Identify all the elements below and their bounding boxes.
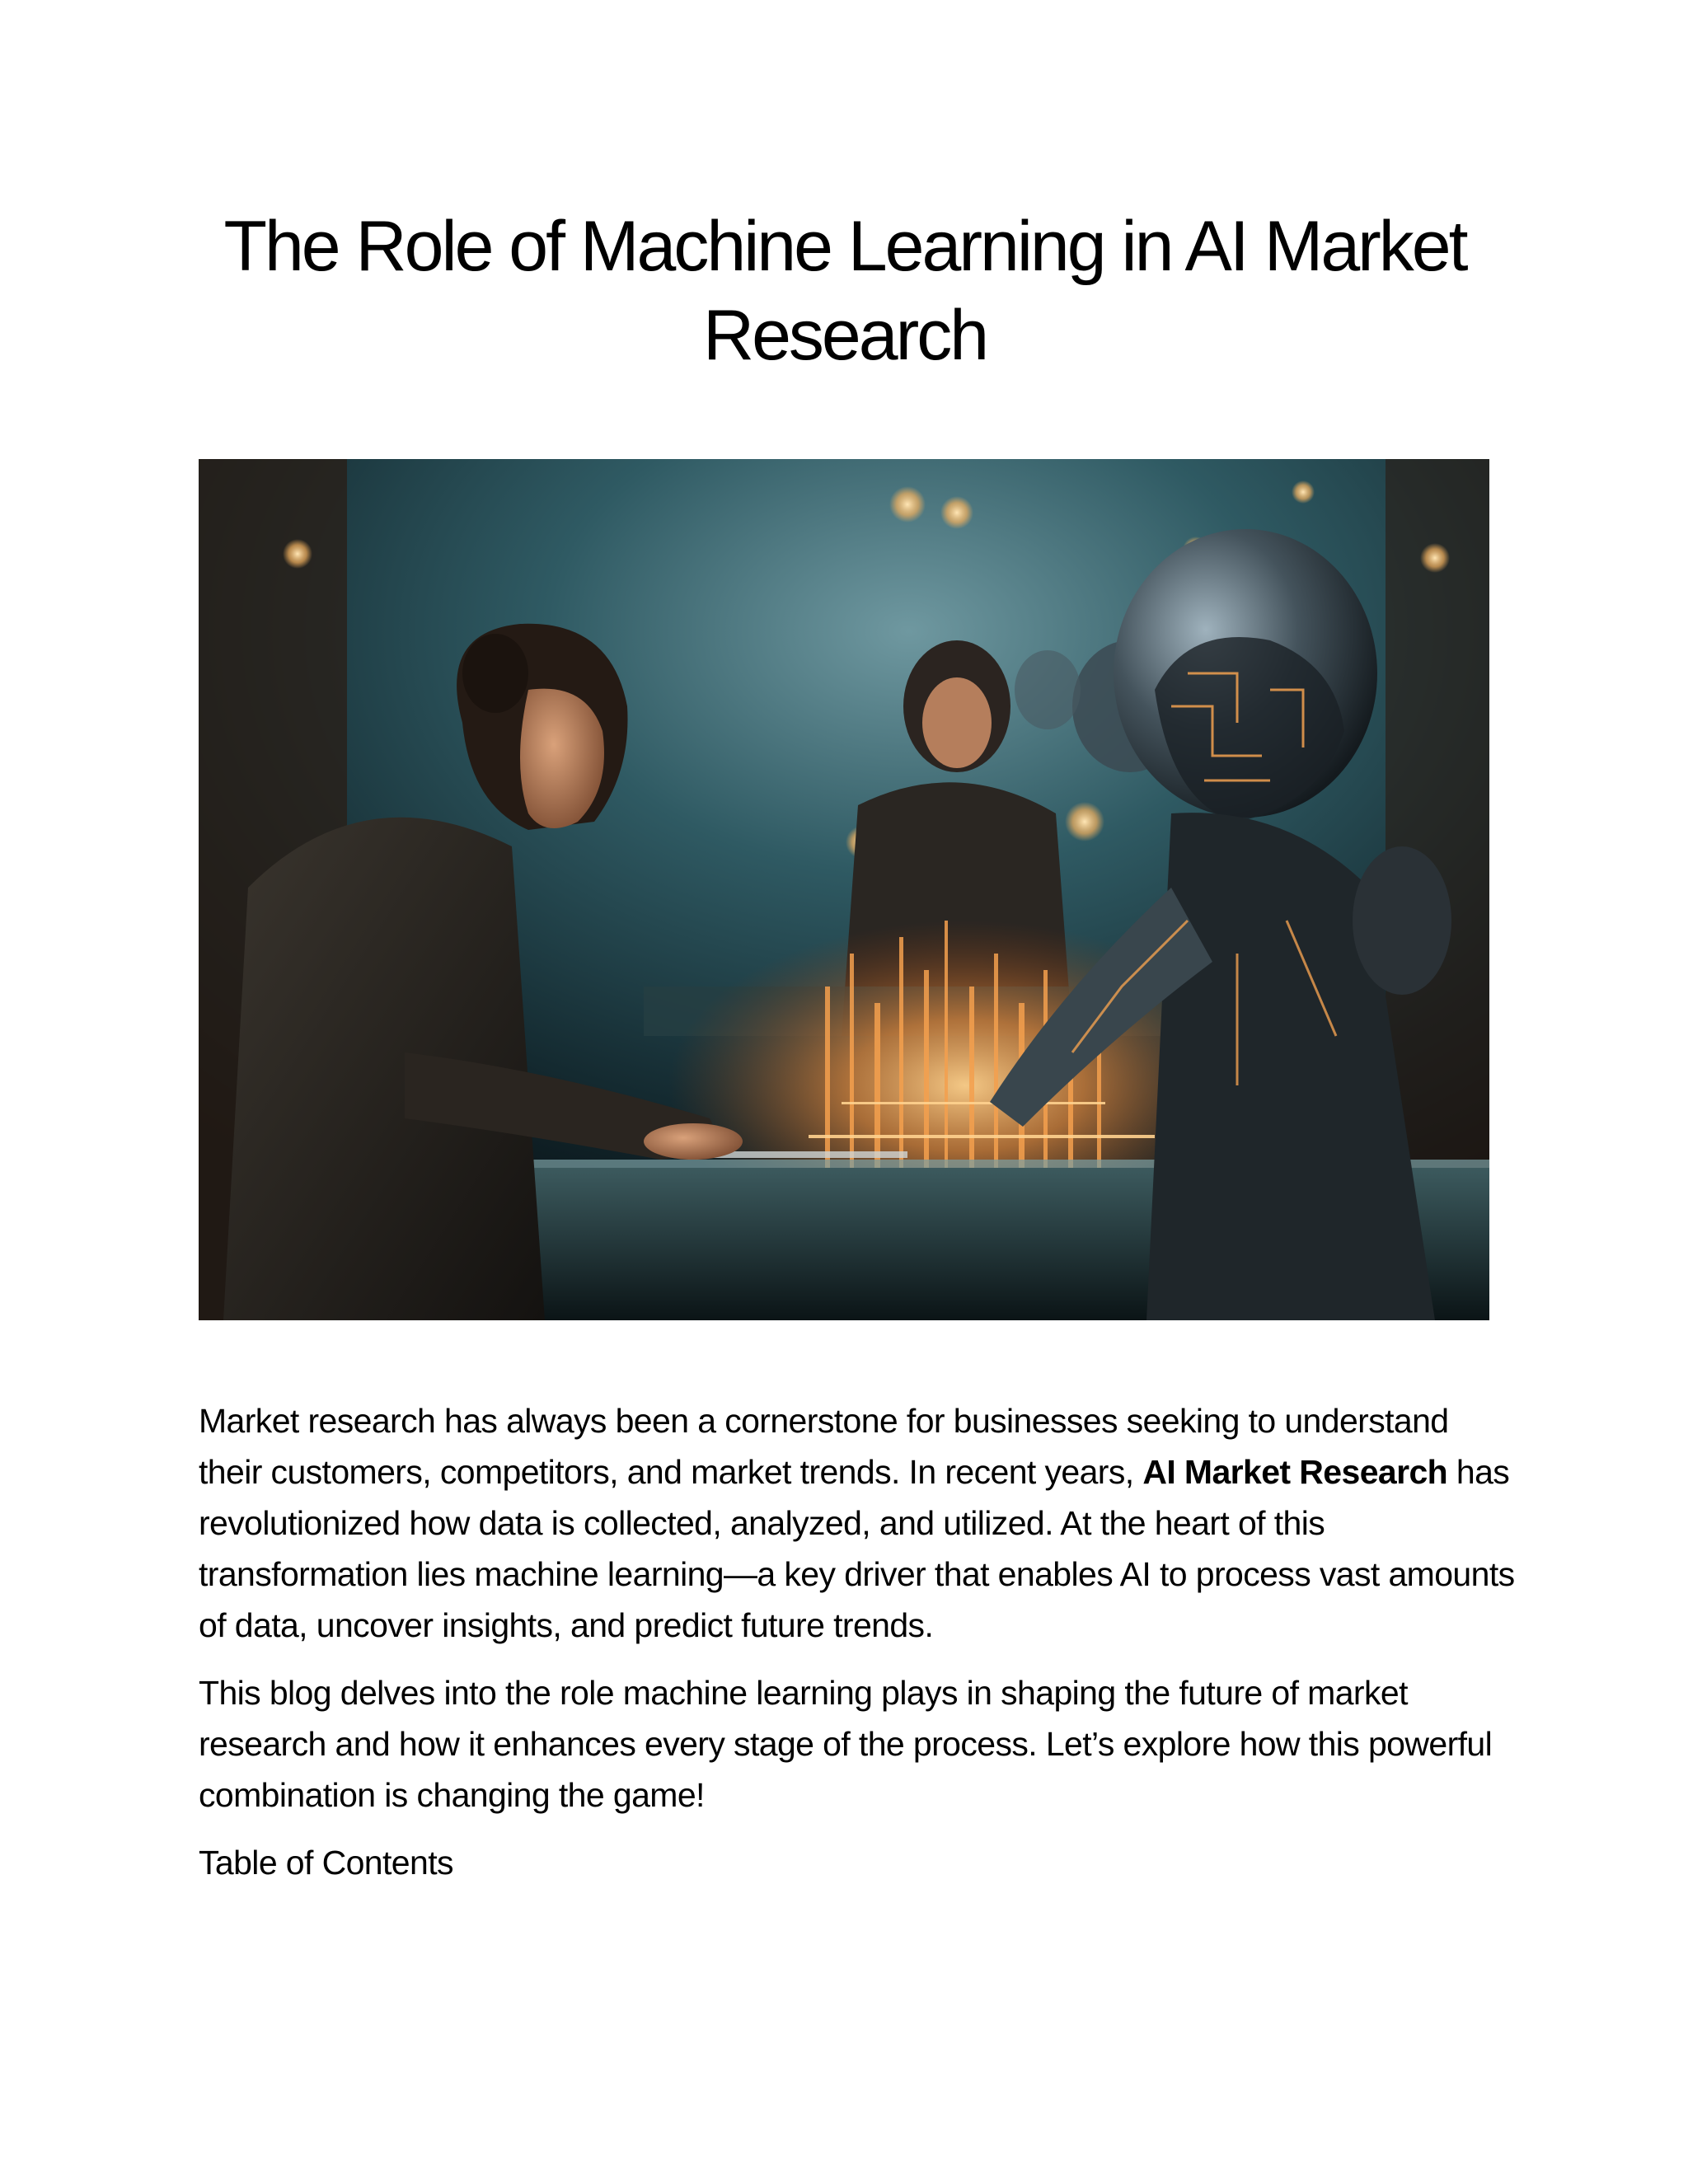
body-text bbox=[199, 1395, 1517, 1905]
hero-image bbox=[199, 459, 1489, 1320]
intro-text-after: has revolutionized how data is collected, analyzed, and utilized. At the heart of this transformation lies machine learning—a key driver that enables AI to process vast amounts of data, uncover insights, and predict future trends. bbox=[199, 1453, 1515, 1644]
ai-market-research-link-text: AI Market Research bbox=[1142, 1453, 1448, 1491]
intro-text-before: Market research has always been a cornerstone for businesses seeking to understand their customers, competitors, and market trends. In recent years, bbox=[199, 1402, 1449, 1491]
document-title: The Role of Machine Learning in AI Market Research bbox=[223, 207, 1466, 375]
table-of-contents-heading: Table of Contents bbox=[199, 1844, 453, 1882]
intro-paragraph bbox=[199, 1395, 1517, 1651]
blog-overview-paragraph: This blog delves into the role machine learning plays in shaping the future of market research and how it enhances every stage of the process. Let’s explore how this powerful combination is changing the game! bbox=[199, 1674, 1493, 1814]
